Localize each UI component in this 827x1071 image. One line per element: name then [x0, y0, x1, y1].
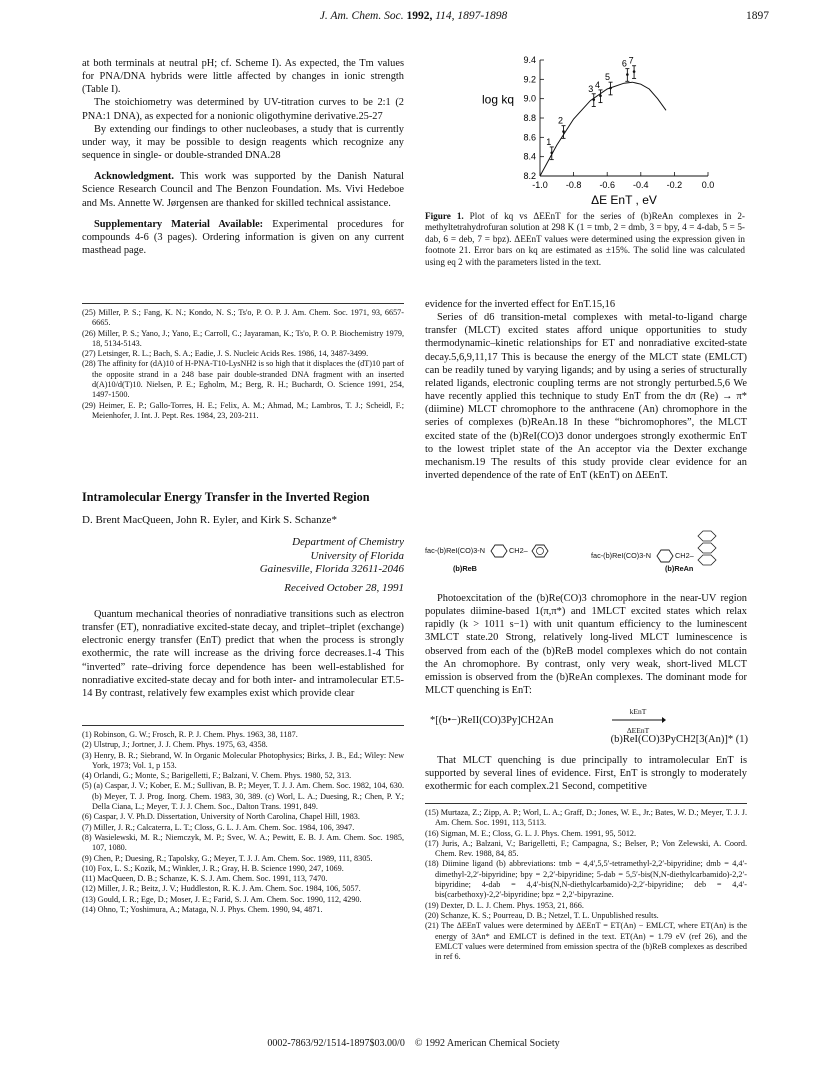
references-rule — [82, 725, 404, 726]
paragraph: By extending our findings to other nucleobases, a study that is currently under way, it may be possible to design reagents which recognize any sequence in single- or double-stranded DNA.28 — [82, 123, 404, 162]
structure-label: (b)ReAn — [665, 564, 694, 573]
structure-suffix: CH2 — [675, 550, 690, 560]
footer-code: 0002-7863/92/1514-1897$03.00/0 — [267, 1038, 405, 1049]
data-point — [562, 130, 565, 133]
supplementary-text: Experimental procedures for compounds 4-6 (3 pages). Ordering information is given on any current masthead page. — [82, 218, 404, 257]
reference: (17) Juris, A.; Balzani, V.; Barigelletti, F.; Campagna, S.; Belser, P.; Von Zelewski, A. Coord. Chem. Rev. 1988, 84, 85. — [425, 838, 747, 859]
data-point-label: 4 — [594, 79, 600, 90]
footnote: (29) Heimer, E. P.; Gallo-Torres, H. E.; Felix, A. M.; Ahmad, M.; Lambros, T. J.; Scheidl, F.; Meienhofer, J. Int. J. Pept. Res. 1984, 23, 203-211. — [82, 400, 404, 420]
reference: (12) Miller, J. R.; Beitz, J. V.; Huddleston, R. K. J. Am. Chem. Soc. 1984, 106, 5057. — [82, 884, 361, 894]
figure-caption-text: Plot of kq vs ΔEEnT for the series of (b)ReAn complexes in 2-methyltetrahydrofuran solution at 298 K (1 = tmb, 2 = dmb, 3 = bpy, 4 = 4-dab, 5 = 5-dab, 6 = deb, 7 = bpz). ΔEEnT values were determined using the expression given in footnote 21. Error bars on kq are estimated as ±15%. The solid line was calculated using eq 2 with the parameters listed in the text. — [425, 211, 745, 267]
acknowledgment-text: This work was supported by the Danish Natural Science Research Council and The Benzon Foundation. Ms. Vivi Hedeboe and Ms. Annette W. Jørgensen are thanked for skilled technical assistance. — [82, 171, 404, 209]
left-intro — [82, 57, 404, 257]
right-body — [425, 298, 747, 482]
authors: D. Brent MacQueen, John R. Eyler, and Kirk S. Schanze* — [82, 514, 337, 526]
reference: (10) Fox, L. S.; Kozik, M.; Winkler, J. R.; Gray, H. B. Science 1990, 247, 1069. — [82, 863, 344, 873]
paragraph: Series of d6 transition-metal complexes with metal-to-ligand charge transfer (MLCT) excited states afford unique opportunities to study thermodynamic–kinetic relationships for ET and nonradiative excited-state decay.5,6,9,11,17 This is because the energy of the MLCT state (EMLCT) can be readily tuned by varying ligands; and by using a series of structurally related ligands, electronic coupling terms are not strongly perturbed.5,6 We have recently applied this technique to study EnT from the dπ (Re) → π* (diimine) MLCT chromophore to the anthracene (An) chromophore in the series of complexes (b)ReAn.18 In these “bichromophores”, the MLCT excited state of the (b)ReI(CO)3 donor undergoes strongly exothermic EnT to the lowest triplet state of the An acceptor via the Dexter exchange mechanism.19 The results of this study provide clear evidence for an inverted dependence of the rate of EnT (kEnT) on ΔEEnT. — [425, 312, 747, 482]
reference: (8) Wasielewski, M. R.; Niemczyk, M. P.; Svec, W. A.; Pewitt, E. B. J. Am. Chem. Soc. 1985, 107, 1080. — [82, 832, 404, 853]
equation-1 — [430, 707, 748, 751]
structure-suffix: CH2 — [509, 545, 524, 555]
y-axis-label: log kq — [482, 92, 515, 107]
structure-formula: fac-(b)ReI(CO)3-N — [591, 550, 651, 560]
data-point — [626, 73, 629, 76]
intro-body — [82, 608, 404, 700]
footnote: (26) Miller, P. S.; Yano, J.; Yano, E.; Carroll, C.; Jayaraman, K.; Ts'o, P. O. P. Biochemistry 1979, 18, 5134-5143. — [82, 328, 404, 348]
x-tick-label: 0.0 — [701, 180, 715, 190]
reference: (13) Gould, I. R.; Ege, D.; Moser, J. E.; Farid, S. J. Am. Chem. Soc. 1990, 112, 4290. — [82, 894, 362, 904]
x-tick-label: -1.0 — [532, 180, 548, 190]
reference: (9) Chen, P.; Duesing, R.; Tapolsky, G.; Meyer, T. J. J. Am. Chem. Soc. 1989, 111, 8305. — [82, 853, 373, 863]
figure-caption — [425, 211, 745, 268]
paragraph: That MLCT quenching is due principally to intramolecular EnT is supported by several lines of evidence. First, EnT is strongly to moderately exothermic for each complex.21 Second, competitive — [425, 755, 747, 793]
acknowledgment-label: Acknowledgment. — [94, 171, 174, 183]
x-tick-label: -0.6 — [599, 180, 615, 190]
reference: (19) Dexter, D. L. J. Chem. Phys. 1953, 21, 866. — [425, 900, 584, 910]
y-tick-label: 8.4 — [523, 151, 536, 162]
reference: (20) Schanze, K. S.; Pourreau, D. B.; Netzel, T. L. Unpublished results. — [425, 910, 659, 920]
x-axis-label: ΔE EnT , eV — [591, 193, 657, 207]
figure-caption-label: Figure 1. — [425, 211, 464, 221]
data-point-label: 6 — [621, 58, 627, 69]
journal-citation — [0, 10, 827, 22]
structure-label: (b)ReB — [453, 564, 477, 573]
page-number: 1897 — [746, 10, 769, 22]
benzene-ring-icon — [528, 544, 550, 558]
fit-line — [540, 79, 666, 176]
footnotes-top — [82, 308, 404, 421]
data-point-label: 2 — [558, 115, 564, 126]
paragraph: evidence for the inverted effect for EnT.15,16 — [425, 299, 616, 310]
affiliation-line: Gainesville, Florida 32611-2046 — [259, 563, 404, 575]
supplementary-material — [82, 218, 404, 257]
y-tick-label: 9.0 — [523, 93, 536, 104]
page-footer — [0, 1038, 827, 1049]
reference: (1) Robinson, G. W.; Frosch, R. P. J. Chem. Phys. 1963, 38, 1187. — [82, 730, 298, 739]
data-point — [633, 70, 636, 73]
footnote: (28) The affinity for (dA)10 of H-PNA-T10-LysNH2 is so high that it displaces the (dT)10 part of the opposite strand in a 248 base pair double-stranded DNA fragment with an inserted d(A)10/d(T)10. Nielsen, P. E.; Egholm, M.; Berg, R. H.; Buchardt, O. Science 1991, 254, 1497-1500. — [82, 359, 404, 400]
affiliation-line: University of Florida — [310, 549, 404, 562]
affiliation — [82, 536, 404, 595]
paragraph: Photoexcitation of the (b)Re(CO)3 chromophore in the near-UV region populates diimine-based 1(π,π*) and 1MLCT excited states which relax rapidly (k > 1011 s−1) with unit quantum efficiency to the luminescent 3MLCT state.20 Strong, relatively long-lived MLCT luminescence is observed from each of the (b)ReB model complexes which do not contain the An chromophore. By contrast, only very weak, short-lived MLCT emission is observed from the (b)ReAn complexes. The dominant mode for MLCT quenching is EnT: — [425, 593, 747, 697]
data-point — [550, 152, 553, 155]
reference: (16) Sigman, M. E.; Closs, G. L. J. Phys. Chem. 1991, 95, 5012. — [425, 828, 637, 838]
reference: (5) (a) Caspar, J. V.; Kober, E. M.; Sullivan, B. P.; Meyer, T. J. J. Am. Chem. Soc. 1982, 104, 630. (b) Meyer, T. J. Prog. Inorg. Chem. 1983, 30, 389. (c) Worl, L. A.; Duesing, R.; Chen, P. Y.; Della Ciana, L.; Meyer, T. J. J. Chem. Soc., Dalton Trans. 1991, 849. — [82, 781, 404, 812]
y-tick-label: 8.2 — [523, 171, 536, 181]
x-tick-label: -0.8 — [565, 180, 582, 190]
footnote-rule — [82, 303, 404, 304]
equation-lhs: *[(b•−)ReII(CO)3Py]CH2An — [430, 715, 554, 726]
received-date: Received October 28, 1991 — [284, 581, 404, 594]
structure-rebr: fac-(b)ReI(CO)3-N CH2– (b)ReB — [425, 544, 550, 558]
data-point — [599, 94, 602, 97]
footnote: (25) Miller, P. S.; Fang, K. N.; Kondo, N. S.; Ts'o, P. O. P. J. Am. Chem. Soc. 1971, 93, 6657-6665. — [82, 308, 404, 328]
reference: (21) The ΔEEnT values were determined by ΔEEnT = ET(An) − EMLCT, where ET(An) is the energy of 3An* and EMLCT is defined in the text. ET(An) = 1.79 eV (ref 26), and the EMLCT values were determined from emission spectra of the (b)ReB complexes as described in ref 6. — [425, 921, 747, 962]
reaction-arrow-icon — [610, 716, 666, 724]
reference: (7) Miller, J. R.; Calcaterra, L. T.; Closs, G. L. J. Am. Chem. Soc. 1984, 106, 3947. — [82, 822, 355, 832]
references-right — [425, 808, 747, 962]
journal-volume-pages: 114, 1897-1898 — [435, 10, 508, 22]
running-head — [0, 10, 827, 32]
pyridine-ring-icon — [487, 544, 509, 558]
paragraph: Quantum mechanical theories of nonradiative transitions such as electron transfer (ET), nonradiative excited-state decay, and triplet–triplet (exchange) electronic energy transfer (EnT) predict that when the process is strongly exothermic, the rate will increase as the driving force decreases.1-4 This “inverted” rate–driving force dependence has been well-established for nonradiative excited-state decay and for both inter- and intramolecular ET.5-14 By contrast, relatively few examples exist which provide clear — [82, 609, 404, 699]
paragraph: at both terminals at neutral pH; cf. Scheme I). As expected, the Tm values for PNA/DNA hybrids were little affected by changes in ionic strength (Table I). — [82, 58, 404, 96]
reference: (18) Diimine ligand (b) abbreviations: tmb = 4,4′,5,5′-tetramethyl-2,2′-bipyridine; dmb = 4,4′-dimethyl-2,2′-bipyridine; bpy = 2,2′-bipyridine; 5-dab = 5,5′-bis(N,N-diethylcarbamido)-2,2′-bipyridine; 4-dab = 4,4′-bis(N,N-diethylcarbamido)-2,2′-bipyridine; deb = 4,4′-bis(carbethoxy)-2,2′-bipyridine; bpz = 2,2′-bipyrazine. — [425, 859, 747, 900]
data-point-label: 1 — [546, 136, 552, 147]
paragraph: The stoichiometry was determined by UV-titration curves to be 2:1 (2 PNA:1 DNA), as expected for a nonionic oligothymine derivative.25-27 — [82, 97, 404, 122]
data-point-label: 5 — [605, 72, 611, 83]
x-tick-label: -0.2 — [666, 180, 683, 190]
right-body-2 — [425, 592, 747, 697]
affiliation-line: Department of Chemistry — [292, 536, 404, 548]
arrow-label-top: kEnT — [629, 707, 647, 716]
footer-copyright: © 1992 American Chemical Society — [414, 1038, 560, 1049]
footnote: (27) Letsinger, R. L.; Bach, S. A.; Eadie, J. S. Nucleic Acids Res. 1986, 14, 3487-3499. — [82, 349, 369, 359]
journal-year: 1992, — [406, 10, 433, 22]
equation-arrow — [610, 707, 666, 735]
reference: (3) Henry, B. R.; Siebrand, W. In Organic Molecular Photophysics; Birks, J. B., Ed.; Wiley: New York, 1973; Vol. 1, p 153. — [82, 750, 404, 770]
y-tick-label: 8.6 — [523, 132, 536, 143]
reference: (4) Orlandi, G.; Monte, S.; Barigelletti, F.; Balzani, V. Chem. Phys. 1980, 52, 313. — [82, 771, 352, 781]
data-point-label: 3 — [588, 83, 594, 94]
data-point — [592, 98, 595, 101]
arrow-label-bottom: ΔEEnT — [626, 726, 650, 735]
figure-1-chart — [462, 52, 752, 214]
article-title: Intramolecular Energy Transfer in the Inverted Region — [82, 490, 370, 504]
y-tick-label: 9.4 — [523, 55, 536, 65]
acknowledgment — [82, 170, 404, 209]
anthracene-icon — [694, 530, 720, 568]
references-rule — [425, 803, 747, 804]
reference: (2) Ulstrup, J.; Jortner, J. J. Chem. Phys. 1975, 63, 4358. — [82, 740, 268, 750]
data-point-label: 7 — [628, 55, 634, 66]
y-tick-label: 9.2 — [523, 74, 536, 85]
references-left — [82, 730, 404, 915]
reference: (14) Ohno, T.; Yoshimura, A.; Mataga, N. J. Phys. Chem. 1990, 94, 4871. — [82, 905, 323, 915]
journal-name: J. Am. Chem. Soc. — [319, 10, 404, 22]
reference: (11) MacQueen, D. B.; Schanze, K. S. J. Am. Chem. Soc. 1991, 113, 7470. — [82, 874, 328, 884]
structure-rean: fac-(b)ReI(CO)3-N CH2– (b)ReAn — [591, 544, 720, 568]
pyridine-ring-icon — [653, 549, 675, 563]
reference: (15) Murtaza, Z.; Zipp, A. P.; Worl, L. A.; Graff, D.; Jones, W. E., Jr.; Bates, W. D.; Meyer, T. J. J. Am. Chem. Soc. 1991, 113, 5113. — [425, 808, 747, 828]
reference: (6) Caspar, J. V. Ph.D. Dissertation, University of North Carolina, Chapel Hill, 1983. — [82, 812, 360, 822]
data-point — [609, 87, 612, 90]
equation-rhs: (b)ReI(CO)3PyCH2[3(An)]* (1) — [610, 734, 748, 745]
chemical-structures — [425, 540, 747, 580]
structure-formula: fac-(b)ReI(CO)3-N — [425, 545, 485, 555]
x-tick-label: -0.4 — [633, 180, 649, 190]
right-body-3 — [425, 754, 747, 793]
supplementary-label: Supplementary Material Available: — [94, 218, 264, 230]
y-tick-label: 8.8 — [523, 113, 536, 123]
